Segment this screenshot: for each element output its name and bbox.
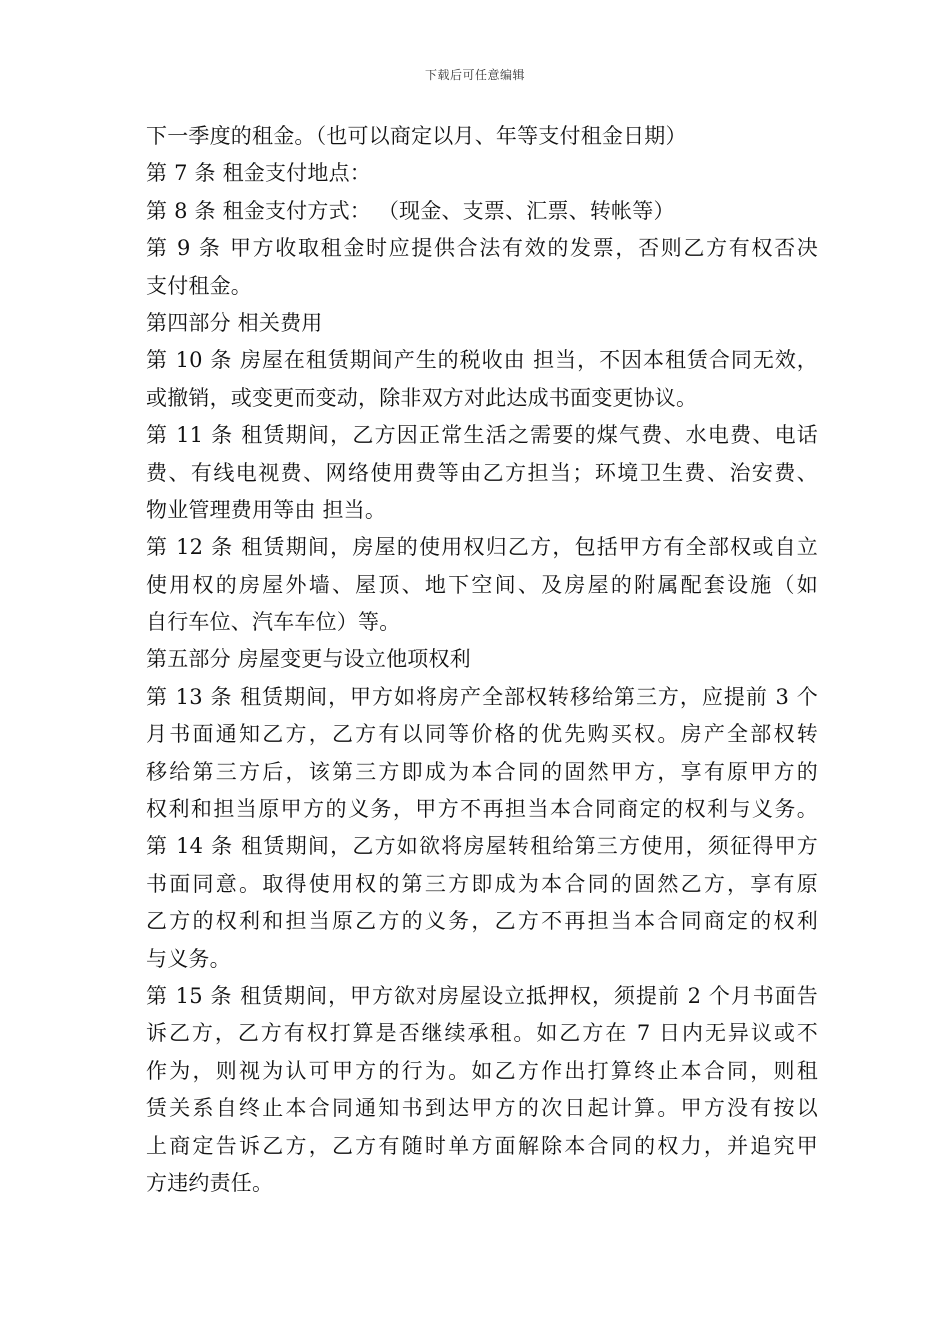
page-header: 下载后可任意编辑 bbox=[424, 68, 525, 82]
section-heading: 第五部分 房屋变更与设立他项权利 bbox=[146, 647, 471, 672]
text-line: 书面同意。取得使用权的第三方即成为本合同的固然乙方，享有原 bbox=[146, 871, 818, 896]
text-line: 第 15 条 租赁期间，甲方欲对房屋设立抵押权，须提前 2 个月书面告 bbox=[146, 983, 818, 1008]
text-line: 第 14 条 租赁期间，乙方如欲将房屋转租给第三方使用，须征得甲方 bbox=[146, 834, 818, 859]
text-line: 下一季度的租金。（也可以商定以月、年等支付租金日期） bbox=[146, 124, 687, 148]
text-line: 费、有线电视费、网络使用费等由乙方担当；环境卫生费、治安费、 bbox=[146, 460, 818, 485]
text-line: 上商定告诉乙方，乙方有随时单方面解除本合同的权力，并追究甲 bbox=[146, 1133, 818, 1158]
text-line: 第 11 条 租赁期间，乙方因正常生活之需要的煤气费、水电费、电话 bbox=[146, 423, 818, 448]
text-line: 乙方的权利和担当原乙方的义务，乙方不再担当本合同商定的权利 bbox=[146, 909, 818, 934]
text-line: 第 10 条 房屋在租赁期间产生的税收由 担当，不因本租赁合同无效， bbox=[146, 348, 818, 373]
text-line: 自行车位、汽车车位）等。 bbox=[146, 610, 401, 635]
text-line: 第 13 条 租赁期间，甲方如将房产全部权转移给第三方，应提前 3 个 bbox=[146, 684, 818, 709]
text-line: 与义务。 bbox=[146, 946, 231, 971]
text-line: 第 9 条 甲方收取租金时应提供合法有效的发票，否则乙方有权否决 bbox=[146, 236, 818, 261]
text-line: 方违约责任。 bbox=[146, 1170, 274, 1195]
text-line: 赁关系自终止本合同通知书到达甲方的次日起计算。甲方没有按以 bbox=[146, 1096, 818, 1121]
section-heading: 第四部分 相关费用 bbox=[146, 310, 323, 335]
text-line: 第 7 条 租金支付地点： bbox=[146, 161, 371, 186]
document-body bbox=[146, 118, 818, 1202]
text-line: 使用权的房屋外墙、屋顶、地下空间、及房屋的附属配套设施（如 bbox=[146, 572, 818, 597]
text-line: 第 12 条 租赁期间，房屋的使用权归乙方，包括甲方有全部权或自立 bbox=[146, 535, 818, 560]
text-line: 月书面通知乙方，乙方有以同等价格的优先购买权。房产全部权转 bbox=[146, 722, 818, 747]
text-line: 物业管理费用等由 担当。 bbox=[146, 497, 387, 522]
text-line: 或撤销，或变更而变动，除非双方对此达成书面变更协议。 bbox=[146, 385, 698, 410]
text-line: 支付租金。 bbox=[146, 273, 252, 298]
text-line: 作为，则视为认可甲方的行为。如乙方作出打算终止本合同，则租 bbox=[146, 1058, 818, 1083]
text-line: 移给第三方后，该第三方即成为本合同的固然甲方，享有原甲方的 bbox=[146, 759, 818, 784]
text-line: 权利和担当原甲方的义务，甲方不再担当本合同商定的权利与义务。 bbox=[146, 797, 818, 822]
text-line: 诉乙方，乙方有权打算是否继续承租。如乙方在 7 日内无异议或不 bbox=[146, 1021, 818, 1046]
text-line: 第 8 条 租金支付方式： （现金、支票、汇票、转帐等） bbox=[146, 198, 675, 223]
